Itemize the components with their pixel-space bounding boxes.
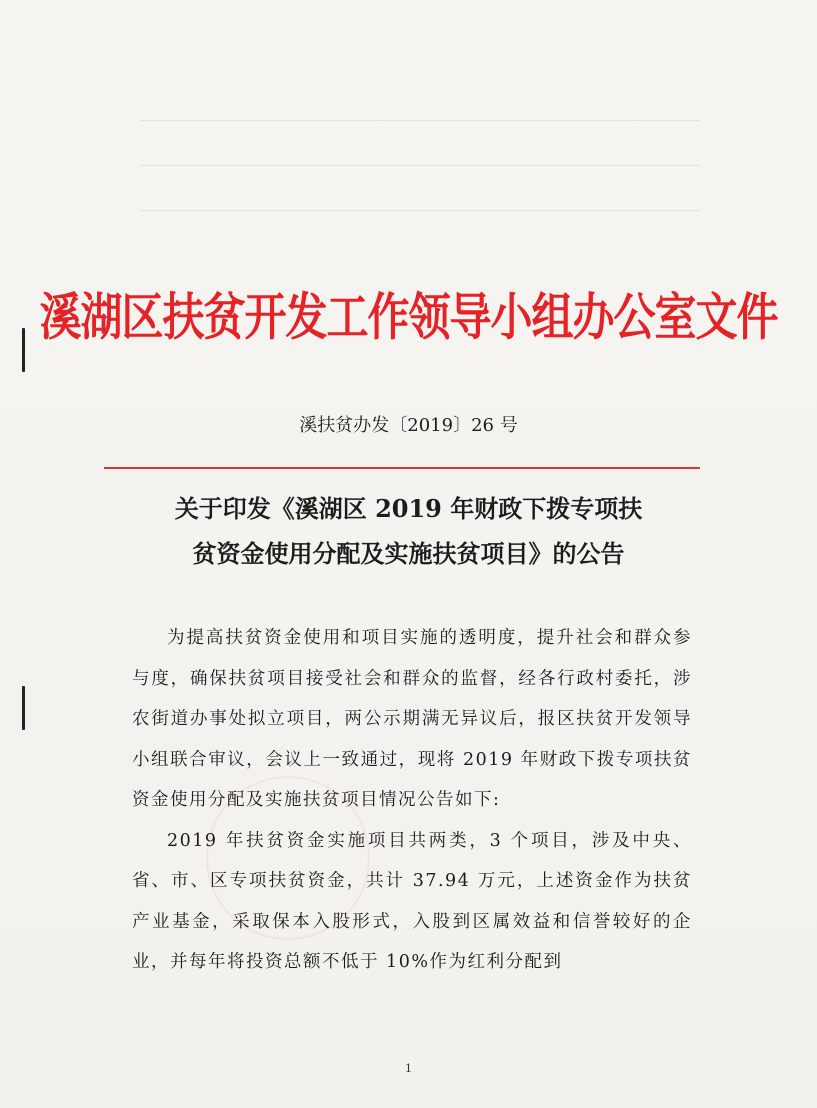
body-paragraph: 2019 年扶贫资金实施项目共两类，3 个项目，涉及中央、省、市、区专项扶贫资金，共计 37.94 万元，上述资金作为扶贫产业基金，采取保本入股形式，入股到区属效益和信誉较好的企业，并每年将投资总额不低于 10%作为红利分配到	[132, 830, 692, 972]
bleed-through-marks	[140, 120, 700, 280]
red-separator-line	[104, 467, 700, 469]
staple-mark	[22, 686, 25, 730]
body-paragraph: 为提高扶贫资金使用和项目实施的透明度，提升社会和群众参与度，确保扶贫项目接受社会和群众的监督，经各行政村委托，涉农街道办事处拟立项目，两公示期满无异议后，报区扶贫开发领导小组联合审议，会议上一致通过，现将 2019 年财政下拨专项扶贫资金使用分配及实施扶贫项目情况公告如下:	[132, 628, 692, 810]
document-title	[110, 486, 707, 576]
issuer-header-title: 溪湖区扶贫开发工作领导小组办公室文件	[39, 287, 778, 347]
page-number: 1	[405, 1062, 412, 1075]
document-title-line: 关于印发《溪湖区 2019 年财政下拨专项扶	[174, 494, 643, 523]
document-body	[132, 618, 692, 983]
document-title-line: 贫资金使用分配及实施扶贫项目》的公告	[192, 539, 625, 568]
document-number: 溪扶贫办发〔2019〕26 号	[299, 415, 518, 436]
